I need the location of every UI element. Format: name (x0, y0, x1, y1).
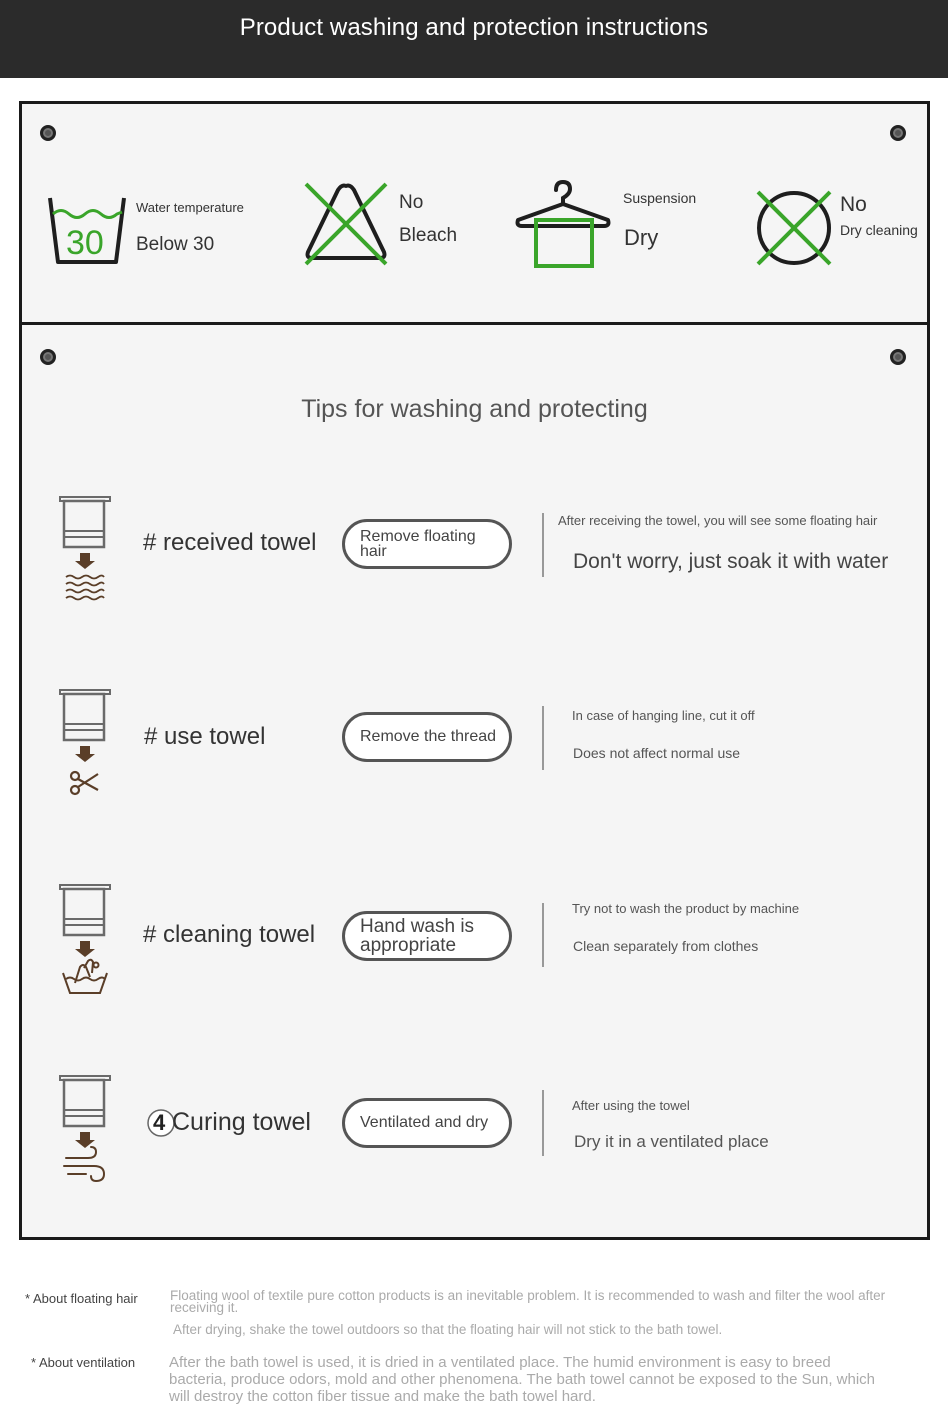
folded-towel-icon (58, 1072, 114, 1188)
step-pill (342, 911, 512, 961)
folded-towel-icon (58, 881, 114, 999)
divider (542, 706, 544, 770)
hand-wash-icon (63, 960, 107, 993)
step-pill (342, 519, 512, 569)
divider (542, 1090, 544, 1156)
note-label-floating-hair: * About floating hair (25, 1291, 138, 1306)
step-desc-1: Try not to wash the product by machine (572, 901, 800, 916)
no-bleach-icon (300, 178, 392, 270)
note-text-ventilation: After the bath towel is used, it is dried in a ventilated place. The humid environment is easy to breed bacteria, produce odors, mold and other phenomena. The bath towel cannot be exposed to the Sun, which will destroy the cotton fiber tissue and make the bath towel hard. (169, 1354, 876, 1405)
step-title: # use towel (144, 723, 266, 750)
step-desc-1: After using the towel (572, 1098, 690, 1113)
pill-label: Ventilated and dry (360, 1114, 489, 1131)
water-waves-icon (66, 576, 104, 600)
no-bleach-line1: No (399, 192, 424, 213)
hanger-dry-icon (514, 178, 614, 274)
step-desc-2: Don't worry, just soak it with water (573, 550, 889, 573)
step-title: # received towel (143, 529, 317, 556)
step-pill (342, 1098, 512, 1148)
rivet-icon (890, 349, 906, 365)
water-temp-label: Water temperature (136, 200, 244, 215)
tip-step-2 (22, 680, 927, 800)
folded-towel-icon (58, 493, 114, 605)
page-title: Product washing and protection instructions (239, 14, 709, 41)
step-pill (342, 712, 512, 762)
no-dry-clean-line2: Dry cleaning (840, 222, 918, 238)
step-desc-2: Does not affect normal use (573, 745, 741, 761)
no-dry-cleaning-icon (752, 186, 836, 270)
no-bleach-line2: Bleach (399, 225, 458, 246)
no-dry-clean-line1: No (840, 193, 867, 216)
step-title: # cleaning towel (143, 921, 316, 948)
water-temp-value: Below 30 (136, 234, 215, 255)
water-temp-number: 30 (66, 224, 104, 262)
wind-icon (64, 1147, 104, 1181)
page-header (0, 0, 948, 78)
step-number: 4 (153, 1110, 166, 1135)
dry-line1: Suspension (623, 190, 697, 206)
divider (542, 903, 544, 967)
note-label-ventilation: * About ventilation (31, 1355, 136, 1370)
folded-towel-icon (58, 686, 114, 798)
note-text-floating-hair: Floating wool of textile pure cotton products is an inevitable problem. It is recommended to wash and filter the wool after receiving it. (170, 1288, 886, 1315)
pill-label: Hand wash is appropriate (360, 916, 475, 956)
step-desc-1: After receiving the towel, you will see some floating hair (558, 513, 878, 528)
tip-step-3 (22, 877, 927, 997)
step-desc-2: Dry it in a ventilated place (574, 1132, 769, 1151)
pill-label: Remove the thread (360, 728, 497, 745)
divider (542, 513, 544, 577)
rivet-icon (40, 349, 56, 365)
step-desc-2: Clean separately from clothes (573, 938, 759, 954)
step-desc-1: In case of hanging line, cut it off (572, 708, 755, 723)
tip-step-1 (22, 485, 927, 605)
tip-step-4 (22, 1070, 927, 1190)
tips-title: Tips for washing and protecting (301, 395, 648, 423)
care-symbols-panel (19, 101, 930, 326)
note-text-floating-hair-2: After drying, shake the towel outdoors so that the floating hair will not stick to the bath towel. (173, 1322, 723, 1337)
dry-line2: Dry (624, 225, 659, 250)
tips-panel (19, 322, 930, 1240)
rivet-icon (40, 125, 56, 141)
scissors-icon (71, 772, 98, 794)
step-title: Curing towel (172, 1108, 311, 1136)
rivet-icon (890, 125, 906, 141)
pill-label: Remove floating hair (360, 528, 476, 560)
